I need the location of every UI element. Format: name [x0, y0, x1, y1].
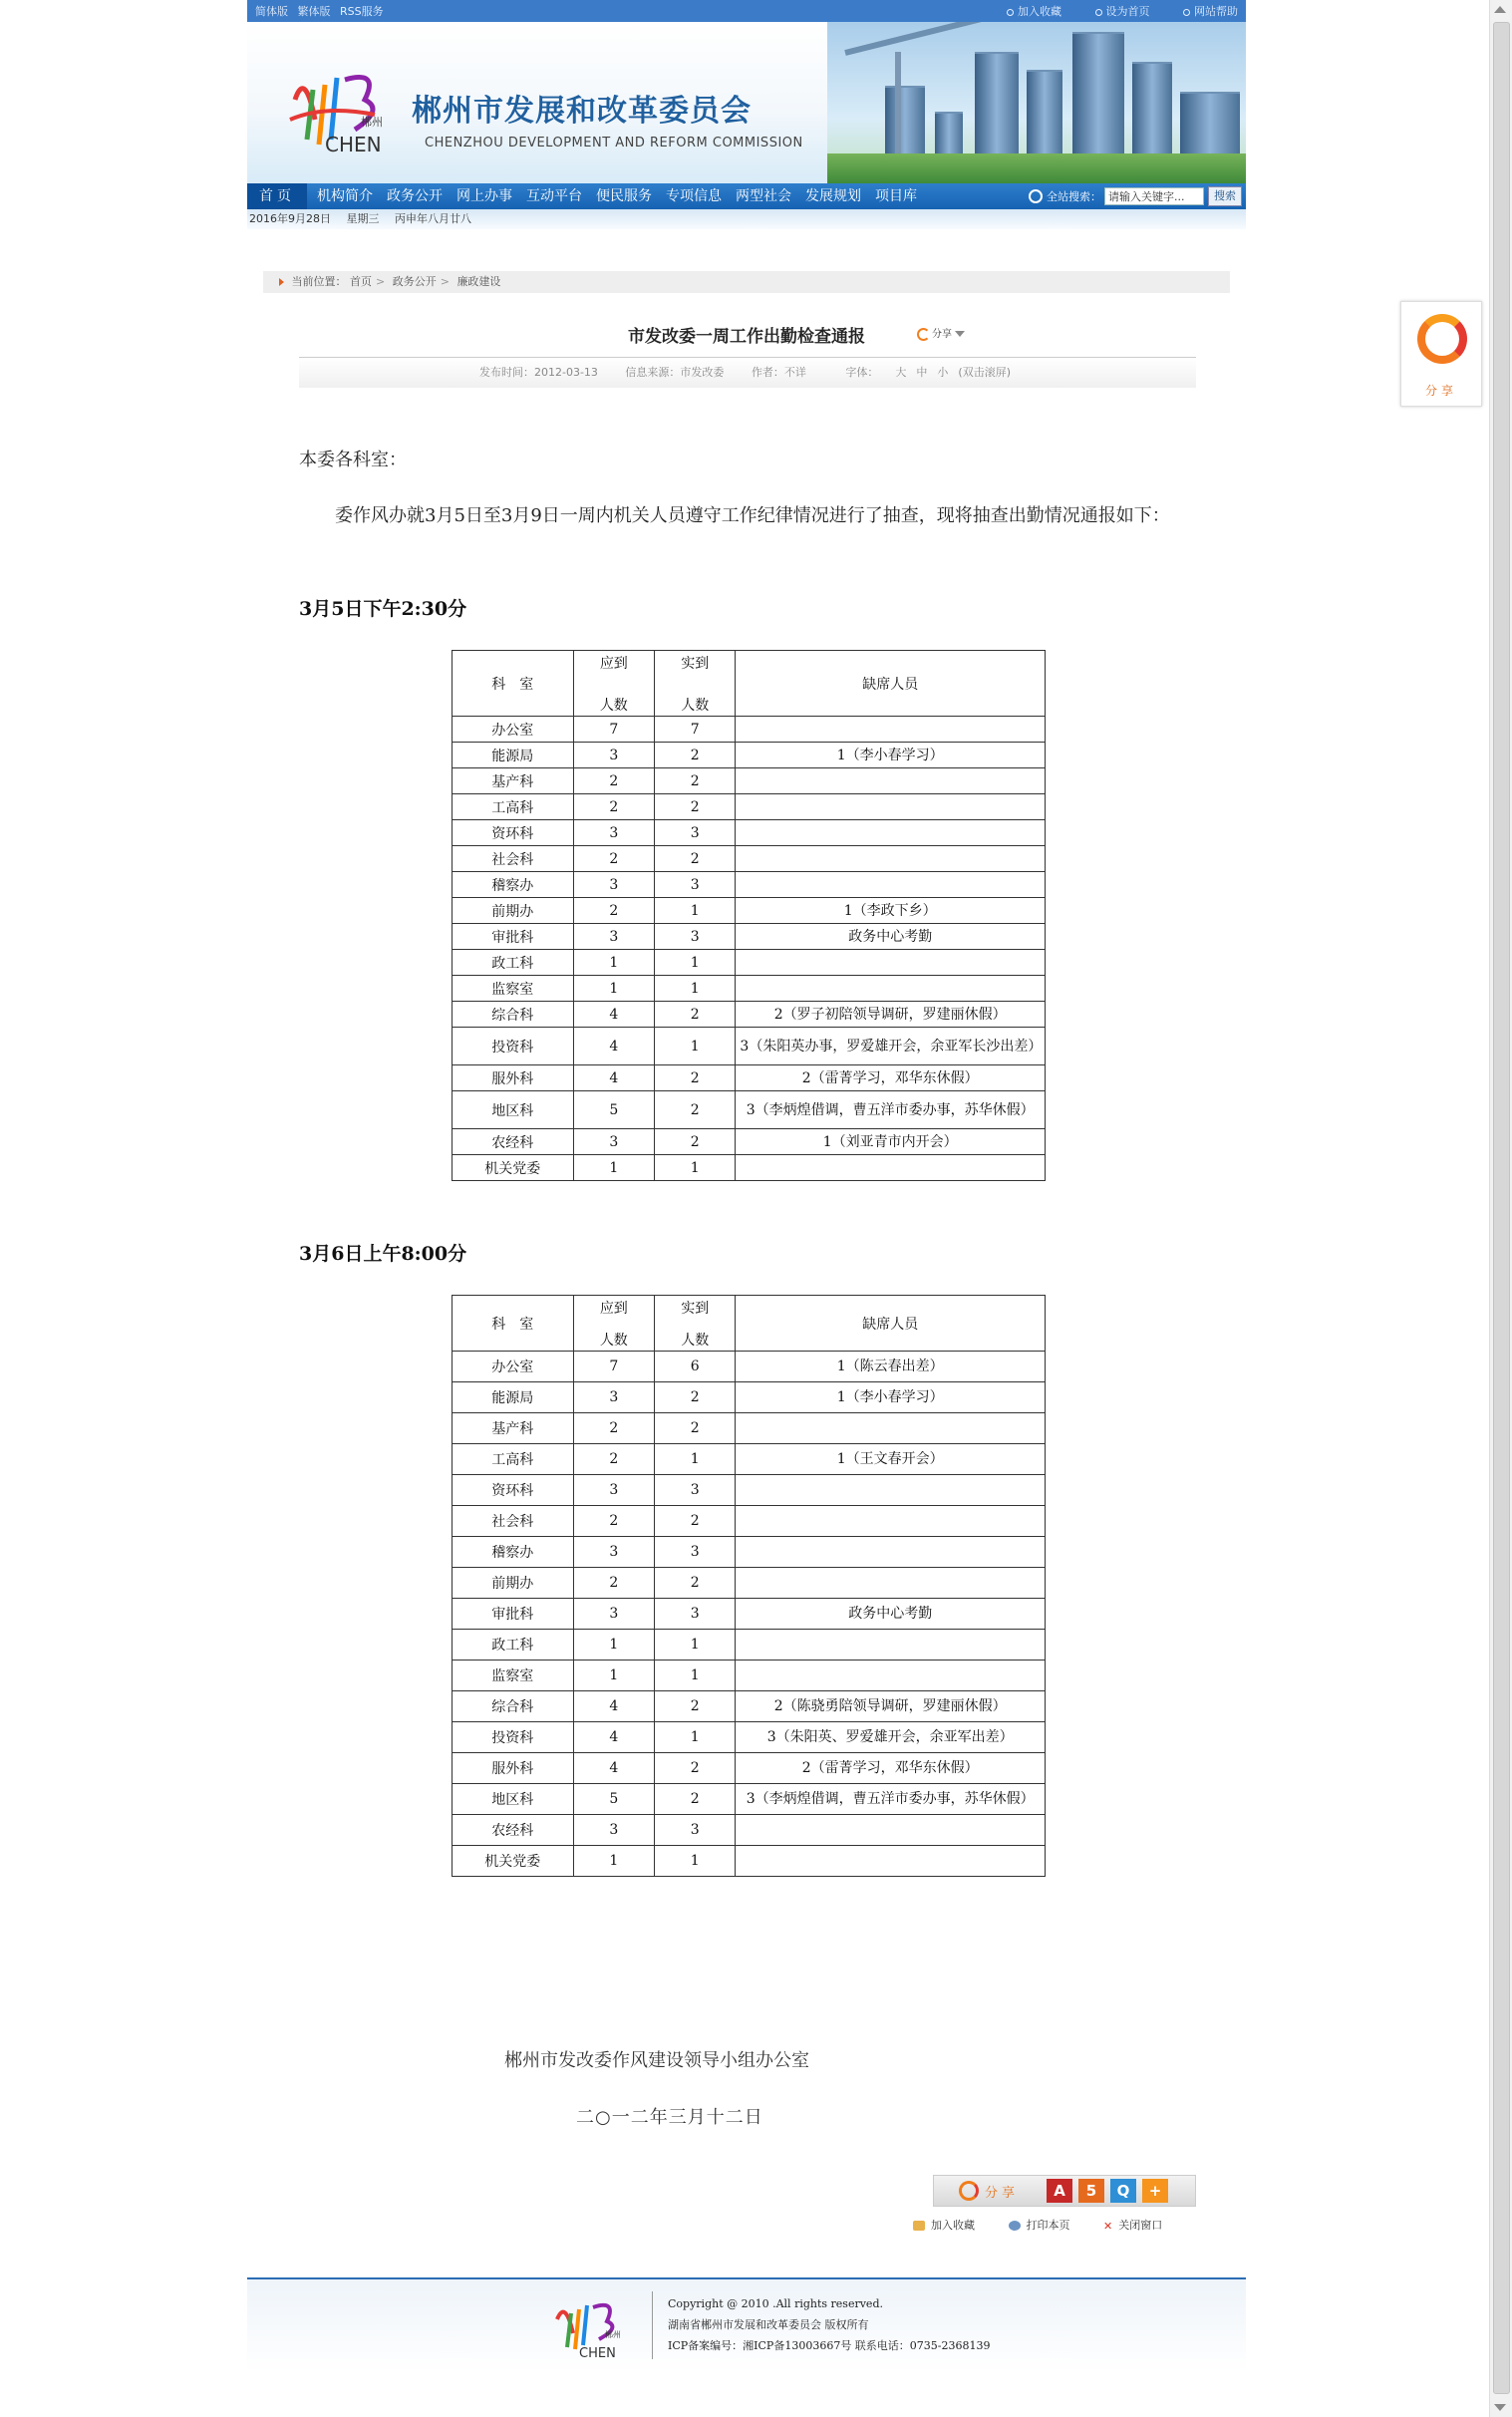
header-expected-bottom: 人数	[599, 697, 628, 714]
nav-item-interaction[interactable]: 互动平台	[526, 188, 582, 204]
floating-share-label: 分享	[1424, 384, 1457, 398]
search-input[interactable]: 请输入关键字...	[1104, 187, 1204, 205]
cell-actual: 1	[655, 1722, 736, 1753]
cell-actual: 1	[655, 950, 736, 976]
cell-absent	[736, 768, 1046, 794]
font-large[interactable]: 大	[895, 366, 907, 379]
cell-absent	[736, 820, 1046, 846]
header-actual-top: 实到	[681, 655, 710, 672]
cell-dept: 综合科	[453, 1691, 574, 1722]
cell-actual: 2	[655, 1065, 736, 1091]
cell-dept: 工高科	[453, 1444, 574, 1475]
close-icon: ✕	[1103, 2219, 1113, 2233]
cell-expected: 1	[573, 1846, 654, 1877]
cell-expected: 3	[573, 820, 654, 846]
cell-dept: 社会科	[453, 846, 574, 872]
search-label: 全站搜索：	[1047, 190, 1101, 203]
cell-actual: 3	[655, 1599, 736, 1630]
cell-expected: 1	[573, 950, 654, 976]
chevron-down-icon	[955, 331, 965, 337]
cell-dept: 投资科	[453, 1722, 574, 1753]
cell-actual: 3	[655, 1815, 736, 1846]
cell-dept: 稽察办	[453, 872, 574, 898]
nav-item-public-service[interactable]: 便民服务	[596, 188, 652, 204]
set-homepage-link[interactable]: 设为首页	[1095, 5, 1150, 18]
table-row	[453, 950, 1046, 976]
cell-actual: 1	[655, 1846, 736, 1877]
cell-expected: 2	[573, 846, 654, 872]
cell-expected: 7	[573, 1352, 654, 1382]
header-actual-top: 实到	[681, 1300, 710, 1317]
table-row	[453, 1002, 1046, 1028]
cell-expected: 4	[573, 1028, 654, 1065]
table-row	[453, 846, 1046, 872]
nav-item-online-service[interactable]: 网上办事	[456, 188, 512, 204]
cell-expected: 5	[573, 1784, 654, 1815]
header-actual-bottom: 人数	[681, 697, 710, 714]
footer	[247, 2277, 1246, 2372]
cell-dept: 服外科	[453, 1753, 574, 1784]
table-row	[453, 976, 1046, 1002]
simplified-link[interactable]: 简体版	[255, 5, 288, 18]
cell-absent: 3（李炳煌借调，曹五洋市委办事，苏华休假）	[736, 1784, 1046, 1815]
cell-dept: 机关党委	[453, 1846, 574, 1877]
cell-dept: 监察室	[453, 976, 574, 1002]
search-icon	[1029, 189, 1043, 203]
cell-actual: 1	[655, 1155, 736, 1181]
table-row	[453, 1846, 1046, 1877]
cell-absent	[736, 1537, 1046, 1568]
footer-logo-word: CHEN	[579, 2346, 616, 2361]
close-label: 关闭窗口	[1118, 2219, 1163, 2232]
cell-expected: 7	[573, 717, 654, 743]
cell-actual: 2	[655, 1091, 736, 1129]
cell-absent	[736, 1155, 1046, 1181]
font-size-control	[833, 366, 1016, 379]
cell-absent: 2（罗子初陪领导调研，罗建丽休假）	[736, 1002, 1046, 1028]
table-row	[453, 872, 1046, 898]
nav-item-special-info[interactable]: 专项信息	[666, 188, 722, 204]
site-search	[1029, 186, 1242, 206]
cell-expected: 3	[573, 1599, 654, 1630]
cell-expected: 4	[573, 1691, 654, 1722]
header-absent: 缺席人员	[736, 651, 1046, 717]
cell-actual: 3	[655, 1475, 736, 1506]
cell-actual: 1	[655, 1028, 736, 1065]
cell-absent	[736, 1506, 1046, 1537]
cell-actual: 2	[655, 1784, 736, 1815]
cell-actual: 3	[655, 1537, 736, 1568]
cell-actual: 1	[655, 1661, 736, 1691]
page-tools	[913, 2217, 1192, 2233]
cell-actual: 1	[655, 1630, 736, 1661]
signature-date: 二○一二年三月十二日	[576, 2107, 763, 2128]
weibo-icon[interactable]: 5	[1078, 2179, 1104, 2203]
header-banner	[247, 22, 1246, 183]
top-utility-bar	[247, 0, 1246, 22]
intro-paragraph: 委作风办就3月5日至3月9日一周内机关人员遵守工作纪律情况进行了抽查，现将抽查出勤情况通报如下：	[335, 505, 1170, 526]
cell-expected: 5	[573, 1091, 654, 1129]
cell-dept: 地区科	[453, 1091, 574, 1129]
table-row	[453, 794, 1046, 820]
cell-absent	[736, 846, 1046, 872]
header-expected-top: 应到	[599, 1300, 628, 1317]
close-window-tool[interactable]	[1103, 2219, 1162, 2232]
table-row	[453, 743, 1046, 768]
cell-actual: 1	[655, 976, 736, 1002]
cell-expected: 2	[573, 1506, 654, 1537]
browser-scrollbar[interactable]	[1489, 0, 1512, 2417]
cell-actual: 2	[655, 1753, 736, 1784]
cell-dept: 前期办	[453, 1568, 574, 1599]
cell-absent	[736, 976, 1046, 1002]
cell-absent: 3（朱阳英、罗爱雄开会，余亚军出差）	[736, 1722, 1046, 1753]
section-heading-mar5: 3月5日下午2:30分	[299, 598, 467, 620]
cell-actual: 1	[655, 898, 736, 924]
cell-dept: 社会科	[453, 1506, 574, 1537]
cell-absent	[736, 717, 1046, 743]
search-button[interactable]: 搜索	[1208, 186, 1242, 206]
attendance-table-mar6	[452, 1295, 1046, 1877]
cell-absent	[736, 950, 1046, 976]
cell-absent: 3（李炳煌借调，曹五洋市委办事，苏华休假）	[736, 1091, 1046, 1129]
nav-item-about[interactable]: 机构简介	[317, 188, 373, 204]
cell-absent: 3（朱阳英办事，罗爱雄开会，余亚军长沙出差）	[736, 1028, 1046, 1065]
logo-small-text: 郴州	[361, 116, 383, 129]
cell-absent: 1（李小春学习）	[736, 743, 1046, 768]
table-row	[453, 1753, 1046, 1784]
cell-expected: 3	[573, 1475, 654, 1506]
cell-expected: 3	[573, 1129, 654, 1155]
table-row	[453, 1691, 1046, 1722]
nav-item-home[interactable]: 首页	[247, 183, 307, 209]
cell-absent	[736, 1475, 1046, 1506]
cell-expected: 3	[573, 1382, 654, 1413]
header-actual	[655, 651, 736, 717]
table-row	[453, 1722, 1046, 1753]
cell-expected: 1	[573, 1155, 654, 1181]
cell-actual: 2	[655, 1129, 736, 1155]
signature-office: 郴州市发改委作风建设领导小组办公室	[504, 2050, 809, 2071]
article-meta	[299, 357, 1196, 388]
table-row	[453, 820, 1046, 846]
floating-share-widget[interactable]	[1400, 301, 1482, 407]
table-row	[453, 1475, 1046, 1506]
header-expected-bottom: 人数	[599, 1332, 628, 1349]
cell-dept: 政工科	[453, 1630, 574, 1661]
cell-dept: 政工科	[453, 950, 574, 976]
chenzhou-logo-icon[interactable]	[285, 60, 405, 159]
share-icon	[1417, 314, 1467, 364]
cell-actual: 2	[655, 1413, 736, 1444]
info-source: 信息来源：市发改委	[625, 366, 725, 379]
table-row	[453, 1129, 1046, 1155]
greeting: 本委各科室：	[299, 450, 407, 470]
scroll-thumb[interactable]	[1493, 22, 1510, 2394]
cell-absent	[736, 1413, 1046, 1444]
cell-expected: 2	[573, 1568, 654, 1599]
traditional-link[interactable]: 繁体版	[297, 5, 331, 18]
current-date: 2016年9月28日	[249, 212, 331, 225]
share-toolbar	[933, 2175, 1196, 2207]
cell-actual: 3	[655, 820, 736, 846]
site-title: 郴州市发展和改革委员会	[412, 94, 752, 129]
trees-shape	[827, 153, 1246, 183]
breadcrumb-gov-affairs[interactable]: 政务公开	[392, 275, 437, 288]
cell-actual: 2	[655, 1568, 736, 1599]
cell-expected: 1	[573, 1630, 654, 1661]
cell-actual: 6	[655, 1352, 736, 1382]
publish-time: 发布时间：2012-03-13	[478, 366, 598, 379]
article-title: 市发改委一周工作出勤检查通报	[628, 327, 865, 347]
cell-expected: 3	[573, 1815, 654, 1846]
font-label: 字体：	[845, 366, 879, 379]
header-dept: 科 室	[453, 651, 574, 717]
cell-dept: 监察室	[453, 1661, 574, 1691]
header-expected	[573, 1296, 654, 1352]
cell-absent: 政务中心考勤	[736, 1599, 1046, 1630]
cell-expected: 3	[573, 1537, 654, 1568]
table-row	[453, 1537, 1046, 1568]
footer-info	[668, 2293, 991, 2356]
table-row	[453, 1599, 1046, 1630]
cell-dept: 机关党委	[453, 1155, 574, 1181]
header-absent: 缺席人员	[736, 1296, 1046, 1352]
site-title-en: CHENZHOU DEVELOPMENT AND REFORM COMMISSION	[425, 136, 803, 151]
footer-logo-small-text: 郴州	[605, 2330, 621, 2339]
cell-expected: 3	[573, 872, 654, 898]
scroll-down-arrow-icon[interactable]	[1494, 2404, 1506, 2411]
cell-expected: 2	[573, 794, 654, 820]
lunar-date: 丙申年八月廿八	[395, 212, 471, 225]
cell-absent	[736, 1815, 1046, 1846]
share-label: 分享	[984, 2185, 1019, 2201]
page-container	[247, 0, 1246, 2417]
table-header-row	[453, 651, 1046, 717]
acrobat-icon[interactable]: A	[1047, 2179, 1072, 2203]
table-header-row	[453, 1296, 1046, 1352]
share-mini-label: 分享	[932, 329, 952, 340]
header-expected-top: 应到	[599, 655, 628, 672]
share-icon	[917, 328, 930, 341]
site-help-link[interactable]: 网站帮助	[1183, 5, 1238, 18]
qzone-icon[interactable]: Q	[1110, 2179, 1136, 2203]
date-line	[247, 209, 1246, 229]
footer-logo-icon	[551, 2293, 635, 2361]
cell-actual: 2	[655, 1002, 736, 1028]
cell-absent: 2（雷菁学习，邓华东休假）	[736, 1065, 1046, 1091]
header-actual-bottom: 人数	[681, 1332, 710, 1349]
cell-actual: 2	[655, 1691, 736, 1722]
cell-actual: 2	[655, 1506, 736, 1537]
cell-actual: 2	[655, 768, 736, 794]
cell-actual: 3	[655, 872, 736, 898]
table-row	[453, 1630, 1046, 1661]
cell-expected: 3	[573, 924, 654, 950]
nav-item-project-library[interactable]: 项目库	[875, 188, 917, 204]
header-dept: 科 室	[453, 1296, 574, 1352]
cell-expected: 1	[573, 976, 654, 1002]
table-row	[453, 1506, 1046, 1537]
cell-absent: 1（刘亚青市内开会）	[736, 1129, 1046, 1155]
cell-expected: 3	[573, 743, 654, 768]
cell-dept: 审批科	[453, 924, 574, 950]
cell-expected: 2	[573, 768, 654, 794]
cell-expected: 4	[573, 1722, 654, 1753]
cell-actual: 1	[655, 1444, 736, 1475]
cell-absent: 1（李政下乡）	[736, 898, 1046, 924]
cell-dept: 办公室	[453, 1352, 574, 1382]
table-row	[453, 1091, 1046, 1129]
rss-link[interactable]: RSS服务	[340, 5, 384, 18]
attendance-table-mar5	[452, 650, 1046, 1181]
breadcrumb-integrity[interactable]: 廉政建设	[456, 275, 501, 288]
cell-actual: 3	[655, 924, 736, 950]
table-row	[453, 1784, 1046, 1815]
cell-dept: 地区科	[453, 1784, 574, 1815]
cell-expected: 2	[573, 1413, 654, 1444]
share-icon	[959, 2181, 979, 2201]
cell-dept: 基产科	[453, 1413, 574, 1444]
print-icon	[1009, 2221, 1021, 2231]
breadcrumb-home[interactable]: 首页	[350, 275, 372, 288]
breadcrumb-label: 当前位置：	[291, 275, 347, 288]
table-row	[453, 1155, 1046, 1181]
logo-word-text: CHEN	[325, 133, 382, 156]
table-row	[453, 1065, 1046, 1091]
scroll-up-arrow-icon[interactable]	[1494, 6, 1506, 13]
table-row	[453, 898, 1046, 924]
cell-absent: 2（陈骁勇陪领导调研，罗建丽休假）	[736, 1691, 1046, 1722]
cell-dept: 投资科	[453, 1028, 574, 1065]
cell-dept: 审批科	[453, 1599, 574, 1630]
table-row	[453, 1382, 1046, 1413]
cell-absent	[736, 1846, 1046, 1877]
cell-absent: 1（王文春开会）	[736, 1444, 1046, 1475]
table-row	[453, 924, 1046, 950]
cell-dept: 农经科	[453, 1129, 574, 1155]
nav-item-gov-affairs[interactable]: 政务公开	[387, 188, 443, 204]
cell-absent: 1（陈云春出差）	[736, 1352, 1046, 1382]
cell-absent	[736, 1661, 1046, 1691]
cell-actual: 2	[655, 846, 736, 872]
cell-expected: 2	[573, 898, 654, 924]
share-mini-button[interactable]	[917, 325, 965, 341]
header-actual	[655, 1296, 736, 1352]
scroll-hint: (双击滚屏)	[958, 366, 1012, 379]
table-row	[453, 717, 1046, 743]
cell-expected: 2	[573, 1444, 654, 1475]
cell-dept: 能源局	[453, 743, 574, 768]
nav-item-two-type-society[interactable]: 两型社会	[736, 188, 791, 204]
cell-absent	[736, 872, 1046, 898]
table-row	[453, 1661, 1046, 1691]
author: 作者：不详	[751, 366, 806, 379]
print-label: 打印本页	[1026, 2219, 1070, 2232]
cell-dept: 资环科	[453, 820, 574, 846]
header-expected	[573, 651, 654, 717]
breadcrumb-arrow-icon	[279, 278, 284, 286]
table-row	[453, 1815, 1046, 1846]
cell-actual: 7	[655, 717, 736, 743]
more-icon[interactable]: +	[1142, 2179, 1168, 2203]
table-row	[453, 1413, 1046, 1444]
cell-dept: 基产科	[453, 768, 574, 794]
add-favorite-link[interactable]: 加入收藏	[1007, 5, 1061, 18]
font-medium[interactable]: 中	[916, 366, 928, 379]
cell-expected: 4	[573, 1753, 654, 1784]
cell-dept: 服外科	[453, 1065, 574, 1091]
cell-expected: 1	[573, 1661, 654, 1691]
table-row	[453, 1568, 1046, 1599]
favorite-icon	[913, 2221, 925, 2231]
cell-dept: 综合科	[453, 1002, 574, 1028]
cell-absent: 2（雷菁学习，邓华东休假）	[736, 1753, 1046, 1784]
cell-absent: 政务中心考勤	[736, 924, 1046, 950]
cell-actual: 2	[655, 794, 736, 820]
cell-dept: 农经科	[453, 1815, 574, 1846]
owner: 湖南省郴州市发展和改革委员会 版权所有	[668, 2318, 869, 2331]
footer-divider	[652, 2291, 653, 2359]
cell-dept: 办公室	[453, 717, 574, 743]
cell-dept: 前期办	[453, 898, 574, 924]
cell-dept: 能源局	[453, 1382, 574, 1413]
table-row	[453, 1352, 1046, 1382]
print-tool[interactable]	[1009, 2219, 1070, 2232]
cell-expected: 4	[573, 1002, 654, 1028]
cell-dept: 稽察办	[453, 1537, 574, 1568]
cell-actual: 2	[655, 743, 736, 768]
table-row	[453, 1028, 1046, 1065]
cell-dept: 工高科	[453, 794, 574, 820]
add-favorite-label: 加入收藏	[931, 2219, 975, 2232]
cell-absent	[736, 794, 1046, 820]
font-small[interactable]: 小	[937, 366, 949, 379]
nav-item-development-plan[interactable]: 发展规划	[805, 188, 861, 204]
main-nav	[247, 183, 1246, 209]
share-button[interactable]	[934, 2177, 1044, 2205]
copyright: Copyright @ 2010 .All rights reserved.	[668, 2297, 883, 2310]
table-row	[453, 768, 1046, 794]
table-row	[453, 1444, 1046, 1475]
breadcrumb: 当前位置： 首页 > 政务公开 > 廉政建设	[263, 271, 1230, 293]
icp-contact: ICP备案编号：湘ICP备13003667号 联系电话：0735-2368139	[668, 2339, 991, 2352]
cell-expected: 4	[573, 1065, 654, 1091]
add-favorite-tool[interactable]	[913, 2219, 975, 2232]
cell-absent	[736, 1630, 1046, 1661]
cell-absent	[736, 1568, 1046, 1599]
cell-absent: 1（李小春学习）	[736, 1382, 1046, 1413]
cell-actual: 2	[655, 1382, 736, 1413]
section-heading-mar6: 3月6日上午8:00分	[299, 1243, 467, 1265]
current-weekday: 星期三	[346, 212, 380, 225]
cell-dept: 资环科	[453, 1475, 574, 1506]
